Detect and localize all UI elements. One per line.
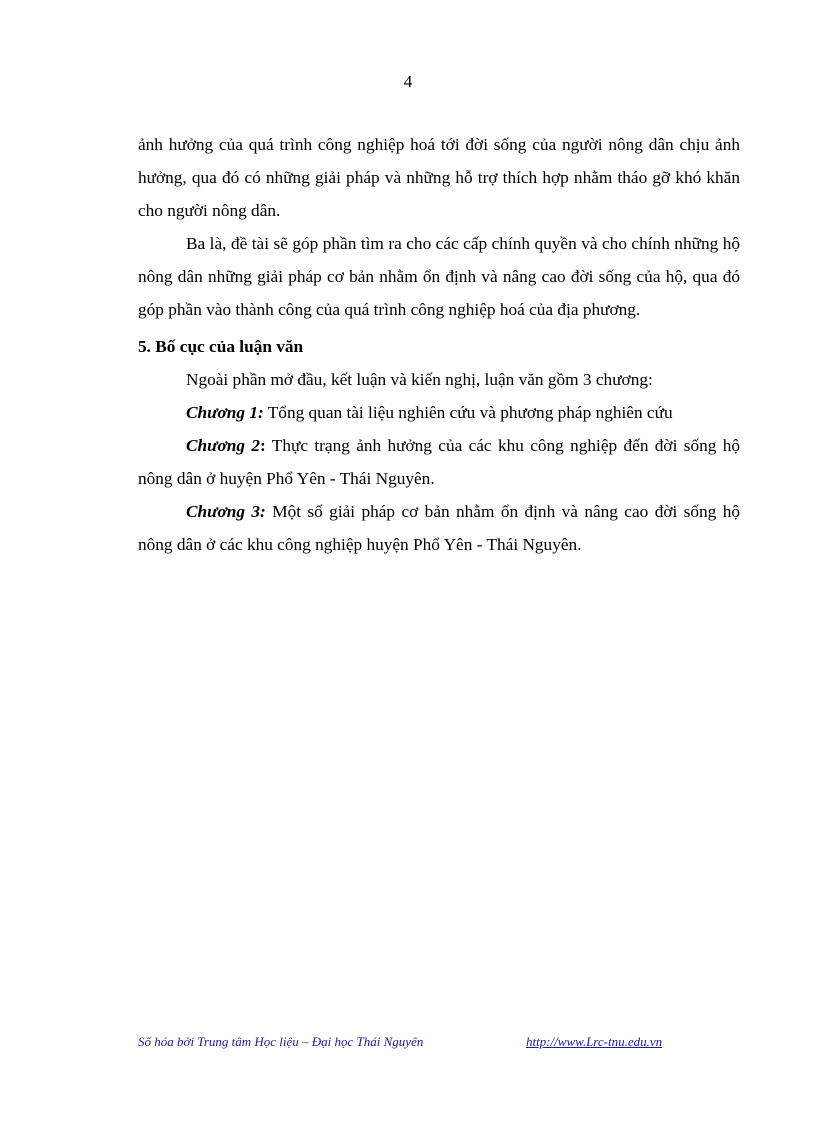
document-body — [138, 128, 740, 561]
chapter-3-item — [138, 495, 740, 561]
paragraph-continuation: ảnh hưởng của quá trình công nghiệp hoá tới đời sống của người nông dân chịu ảnh hưởng, qua đó có những giải pháp và những hỗ trợ thích hợp nhằm tháo gỡ khó khăn cho người nông dân. — [138, 135, 740, 220]
section-intro: Ngoài phần mở đầu, kết luận và kiến nghị, luận văn gồm 3 chương: — [186, 370, 653, 389]
page-number: 4 — [403, 72, 413, 91]
chapter-2-colon: : — [260, 436, 266, 455]
chapter-1-label: Chương 1: — [186, 403, 264, 422]
chapter-3-label: Chương 3: — [186, 502, 266, 521]
footer-link[interactable]: http://www.Lrc-tnu.edu.vn — [526, 1034, 663, 1049]
chapter-1-item — [138, 396, 740, 429]
chapter-2-label: Chương 2 — [186, 436, 260, 455]
chapter-2-text: Thực trạng ảnh hưởng của các khu công nghiệp đến đời sống hộ nông dân ở huyện Phổ Yên - Thái Nguyên. — [138, 436, 740, 488]
chapter-2-item — [138, 429, 740, 495]
section-heading: 5. Bố cục của luận văn — [138, 337, 304, 356]
chapter-3-text: Một số giải pháp cơ bản nhằm ổn định và nâng cao đời sống hộ nông dân ở các khu công nghiệp huyện Phổ Yên - Thái Nguyên. — [138, 502, 740, 554]
paragraph-ba-la: Ba là, đề tài sẽ góp phần tìm ra cho các cấp chính quyền và cho chính những hộ nông dân những giải pháp cơ bản nhằm ổn định và nâng cao đời sống của hộ, qua đó góp phần vào thành công của quá trình công nghiệp hoá của địa phương. — [138, 234, 740, 319]
chapter-1-text: Tổng quan tài liệu nghiên cứu và phương pháp nghiên cứu — [263, 403, 673, 422]
footer-credit: Số hóa bởi Trung tâm Học liệu – Đại học Thái Nguyên — [138, 1034, 424, 1049]
